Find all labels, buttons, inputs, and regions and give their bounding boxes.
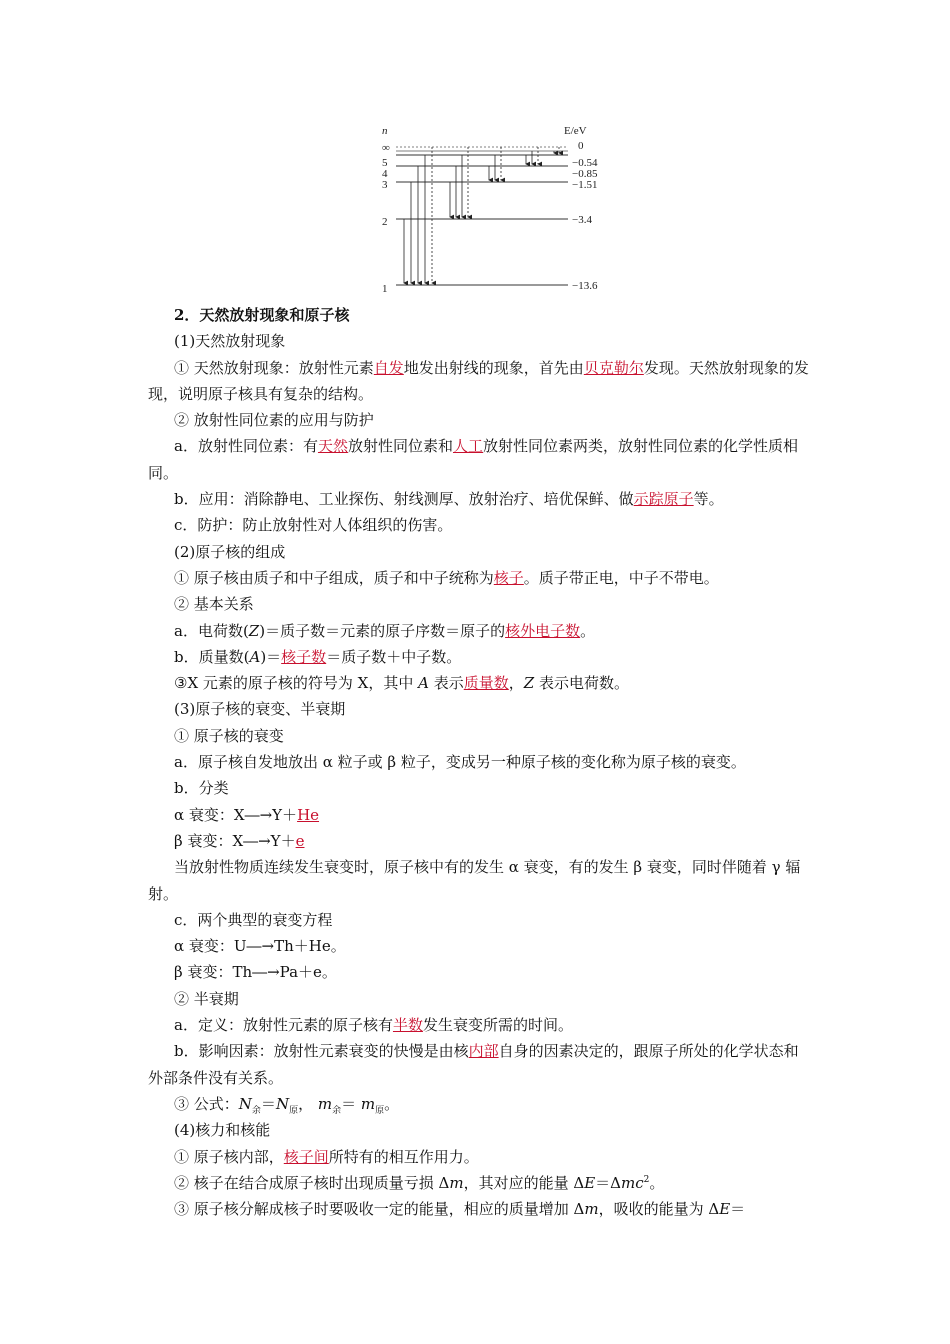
para-isotope-b: [148, 486, 812, 512]
para-formula: [148, 1091, 812, 1117]
text: α 衰变：X―→Y＋: [174, 805, 298, 824]
text: 发现。天然放射现象的发现，说明原子核具有复杂的结构。: [148, 358, 809, 403]
para-relations-heading: ② 基本关系: [174, 595, 254, 614]
text: 放射性同位素和: [347, 437, 453, 456]
answer-blank: 质量数: [463, 674, 509, 693]
level-e-3: −1.51: [572, 179, 598, 191]
var: Z: [248, 621, 260, 640]
answer-blank: 天然: [317, 437, 348, 456]
var: A: [249, 647, 261, 666]
text: 。: [649, 1173, 665, 1192]
para-isotope-c: c．防护：防止放射性对人体组织的伤害。: [174, 516, 453, 535]
text: ① 原子核由质子和中子组成，质子和中子统称为: [174, 568, 494, 587]
var: m: [360, 1094, 376, 1113]
text: a．定义：放射性元素的原子核有: [174, 1016, 393, 1035]
text: a．放射性同位素：有: [174, 437, 318, 456]
lyman-arrows: [404, 147, 432, 283]
subscript: 余: [251, 1105, 261, 1116]
text: a．电荷数(: [174, 621, 249, 640]
pfund-arrows: [554, 147, 559, 153]
text: b．影响因素：放射性元素衰变的快慢是由核: [174, 1042, 469, 1061]
subsection-2: (2)原子核的组成: [174, 542, 286, 561]
text: ② 核子在结合成原子核时出现质量亏损 Δ: [174, 1173, 450, 1192]
para-isotope-a: [148, 433, 812, 486]
subscript: 原: [289, 1105, 299, 1116]
level-e-4: −0.85: [572, 168, 598, 180]
subscript: 原: [375, 1105, 385, 1116]
var: Z: [523, 674, 535, 693]
var: m: [449, 1173, 464, 1192]
text: ③ 原子核分解成核子时要吸收一定的能量，相应的质量增加 Δ: [174, 1200, 585, 1219]
text: ＝: [730, 1200, 746, 1219]
level-n-5: 5: [382, 157, 388, 169]
level-n-4: 4: [382, 168, 388, 180]
text: 发生衰变所需的时间。: [422, 1016, 573, 1035]
var: E: [584, 1173, 596, 1192]
text: )＝质子数＝元素的原子序数＝原子的: [259, 621, 506, 640]
text: 等。: [693, 490, 724, 509]
text: ③ 公式：: [174, 1094, 239, 1113]
text: ③X 元素的原子核的符号为 X，其中: [174, 674, 419, 693]
para-mass-defect: [148, 1170, 812, 1196]
para-radiation: [148, 355, 812, 408]
answer-blank: 贝克勒尔: [583, 358, 644, 377]
energy-level-svg: [378, 122, 618, 297]
answer-blank: He: [297, 805, 320, 824]
text: ＝: [260, 1094, 276, 1113]
section-title: 2．天然放射现象和原子核: [174, 306, 350, 324]
text: ＝质子数＋中子数。: [326, 647, 462, 666]
text: ，: [298, 1094, 318, 1113]
text: 表示: [428, 674, 464, 693]
level-n-2: 2: [382, 216, 388, 228]
text: ＝Δ: [595, 1173, 622, 1192]
para-halflife-def: [148, 1012, 812, 1038]
answer-blank: 核子间: [283, 1147, 329, 1166]
para-symbol: [148, 670, 812, 696]
level-n-3: 3: [382, 179, 388, 191]
text: 所特有的相互作用力。: [328, 1147, 479, 1166]
answer-blank: 人工: [452, 437, 483, 456]
answer-blank: 半数: [392, 1016, 423, 1035]
text: 放射性同位素两类，放射性同位素的化学性质相同。: [148, 437, 799, 482]
para-decay-types: b．分类: [174, 779, 229, 798]
para-gamma: 当放射性物质连续发生衰变时，原子核中有的发生 α 衰变，有的发生 β 衰变，同时伴随着 γ 辐射。: [148, 858, 801, 903]
text: β 衰变：X―→Y＋: [174, 831, 296, 850]
text: 。: [580, 621, 596, 640]
text: b．应用：消除静电、工业探伤、射线测厚、放射治疗、培优保鲜、做: [174, 490, 634, 509]
var: A: [418, 674, 429, 693]
text: ＝: [341, 1094, 361, 1113]
para-halflife-heading: ② 半衰期: [174, 989, 239, 1008]
text: )＝: [260, 647, 282, 666]
var: N: [238, 1094, 252, 1113]
para-mass-number: [148, 644, 812, 670]
answer-blank: 示踪原子: [633, 490, 694, 509]
text: 自身的因素决定的，跟原子所处的化学状态和外部条件没有关系。: [148, 1042, 799, 1087]
text: 。: [384, 1094, 400, 1113]
level-n-1: 1: [382, 283, 388, 295]
text: ① 原子核内部，: [174, 1147, 284, 1166]
brackett-arrows: [526, 147, 538, 164]
answer-blank: 核外电子数: [505, 621, 581, 640]
subsection-3: (3)原子核的衰变、半衰期: [174, 700, 346, 719]
para-halflife-factor: [148, 1038, 812, 1091]
para-typical-heading: c．两个典型的衰变方程: [174, 910, 333, 929]
text: ，: [508, 674, 524, 693]
text: 。质子带正电，中子不带电。: [523, 568, 719, 587]
text: b．质量数(: [174, 647, 250, 666]
paschen-arrows: [489, 147, 501, 180]
answer-blank: 自发: [373, 358, 404, 377]
level-e-inf: 0: [578, 140, 584, 152]
level-e-5: −0.54: [572, 157, 598, 169]
level-e-2: −3.4: [572, 214, 592, 226]
var: mc: [621, 1173, 644, 1192]
answer-blank: 内部: [468, 1042, 499, 1061]
energy-level-diagram: [378, 122, 618, 297]
text: 地发出射线的现象，首先由: [403, 358, 584, 377]
var: N: [275, 1094, 290, 1113]
superscript: 2: [643, 1174, 650, 1185]
main-text: [148, 302, 812, 1222]
para-beta: [148, 828, 812, 854]
subsection-1: (1)天然放射现象: [174, 332, 286, 351]
para-nucleus: [148, 565, 812, 591]
answer-blank: 核子数: [281, 647, 327, 666]
n-axis-label: n: [382, 125, 388, 137]
text: 表示电荷数。: [534, 674, 629, 693]
e-axis-label: E/eV: [564, 125, 587, 137]
subsection-4: (4)核力和核能: [174, 1121, 271, 1140]
level-n-inf: ∞: [382, 142, 390, 154]
subscript: 余: [332, 1105, 342, 1116]
para-alpha-eq: α 衰变：U―→Th＋He。: [174, 937, 346, 956]
answer-blank: 核子: [493, 568, 524, 587]
text: ，其对应的能量 Δ: [463, 1173, 585, 1192]
para-nuclear-force: [148, 1144, 812, 1170]
var: m: [584, 1200, 599, 1219]
para-isotope-heading: ② 放射性同位素的应用与防护: [174, 411, 374, 430]
para-alpha: [148, 802, 812, 828]
text: ，吸收的能量为 Δ: [598, 1200, 720, 1219]
var: m: [317, 1094, 333, 1113]
para-binding-energy: [148, 1196, 812, 1222]
para-decay-def: a．原子核自发地放出 α 粒子或 β 粒子，变成另一种原子核的变化称为原子核的衰变。: [174, 753, 746, 772]
var: E: [719, 1200, 731, 1219]
para-decay-heading: ① 原子核的衰变: [174, 726, 284, 745]
text: ① 天然放射现象：放射性元素: [174, 358, 374, 377]
answer-blank: e: [295, 831, 305, 850]
para-charge: [148, 618, 812, 644]
level-e-1: −13.6: [572, 280, 598, 292]
para-beta-eq: β 衰变：Th―→Pa＋e。: [174, 963, 337, 982]
